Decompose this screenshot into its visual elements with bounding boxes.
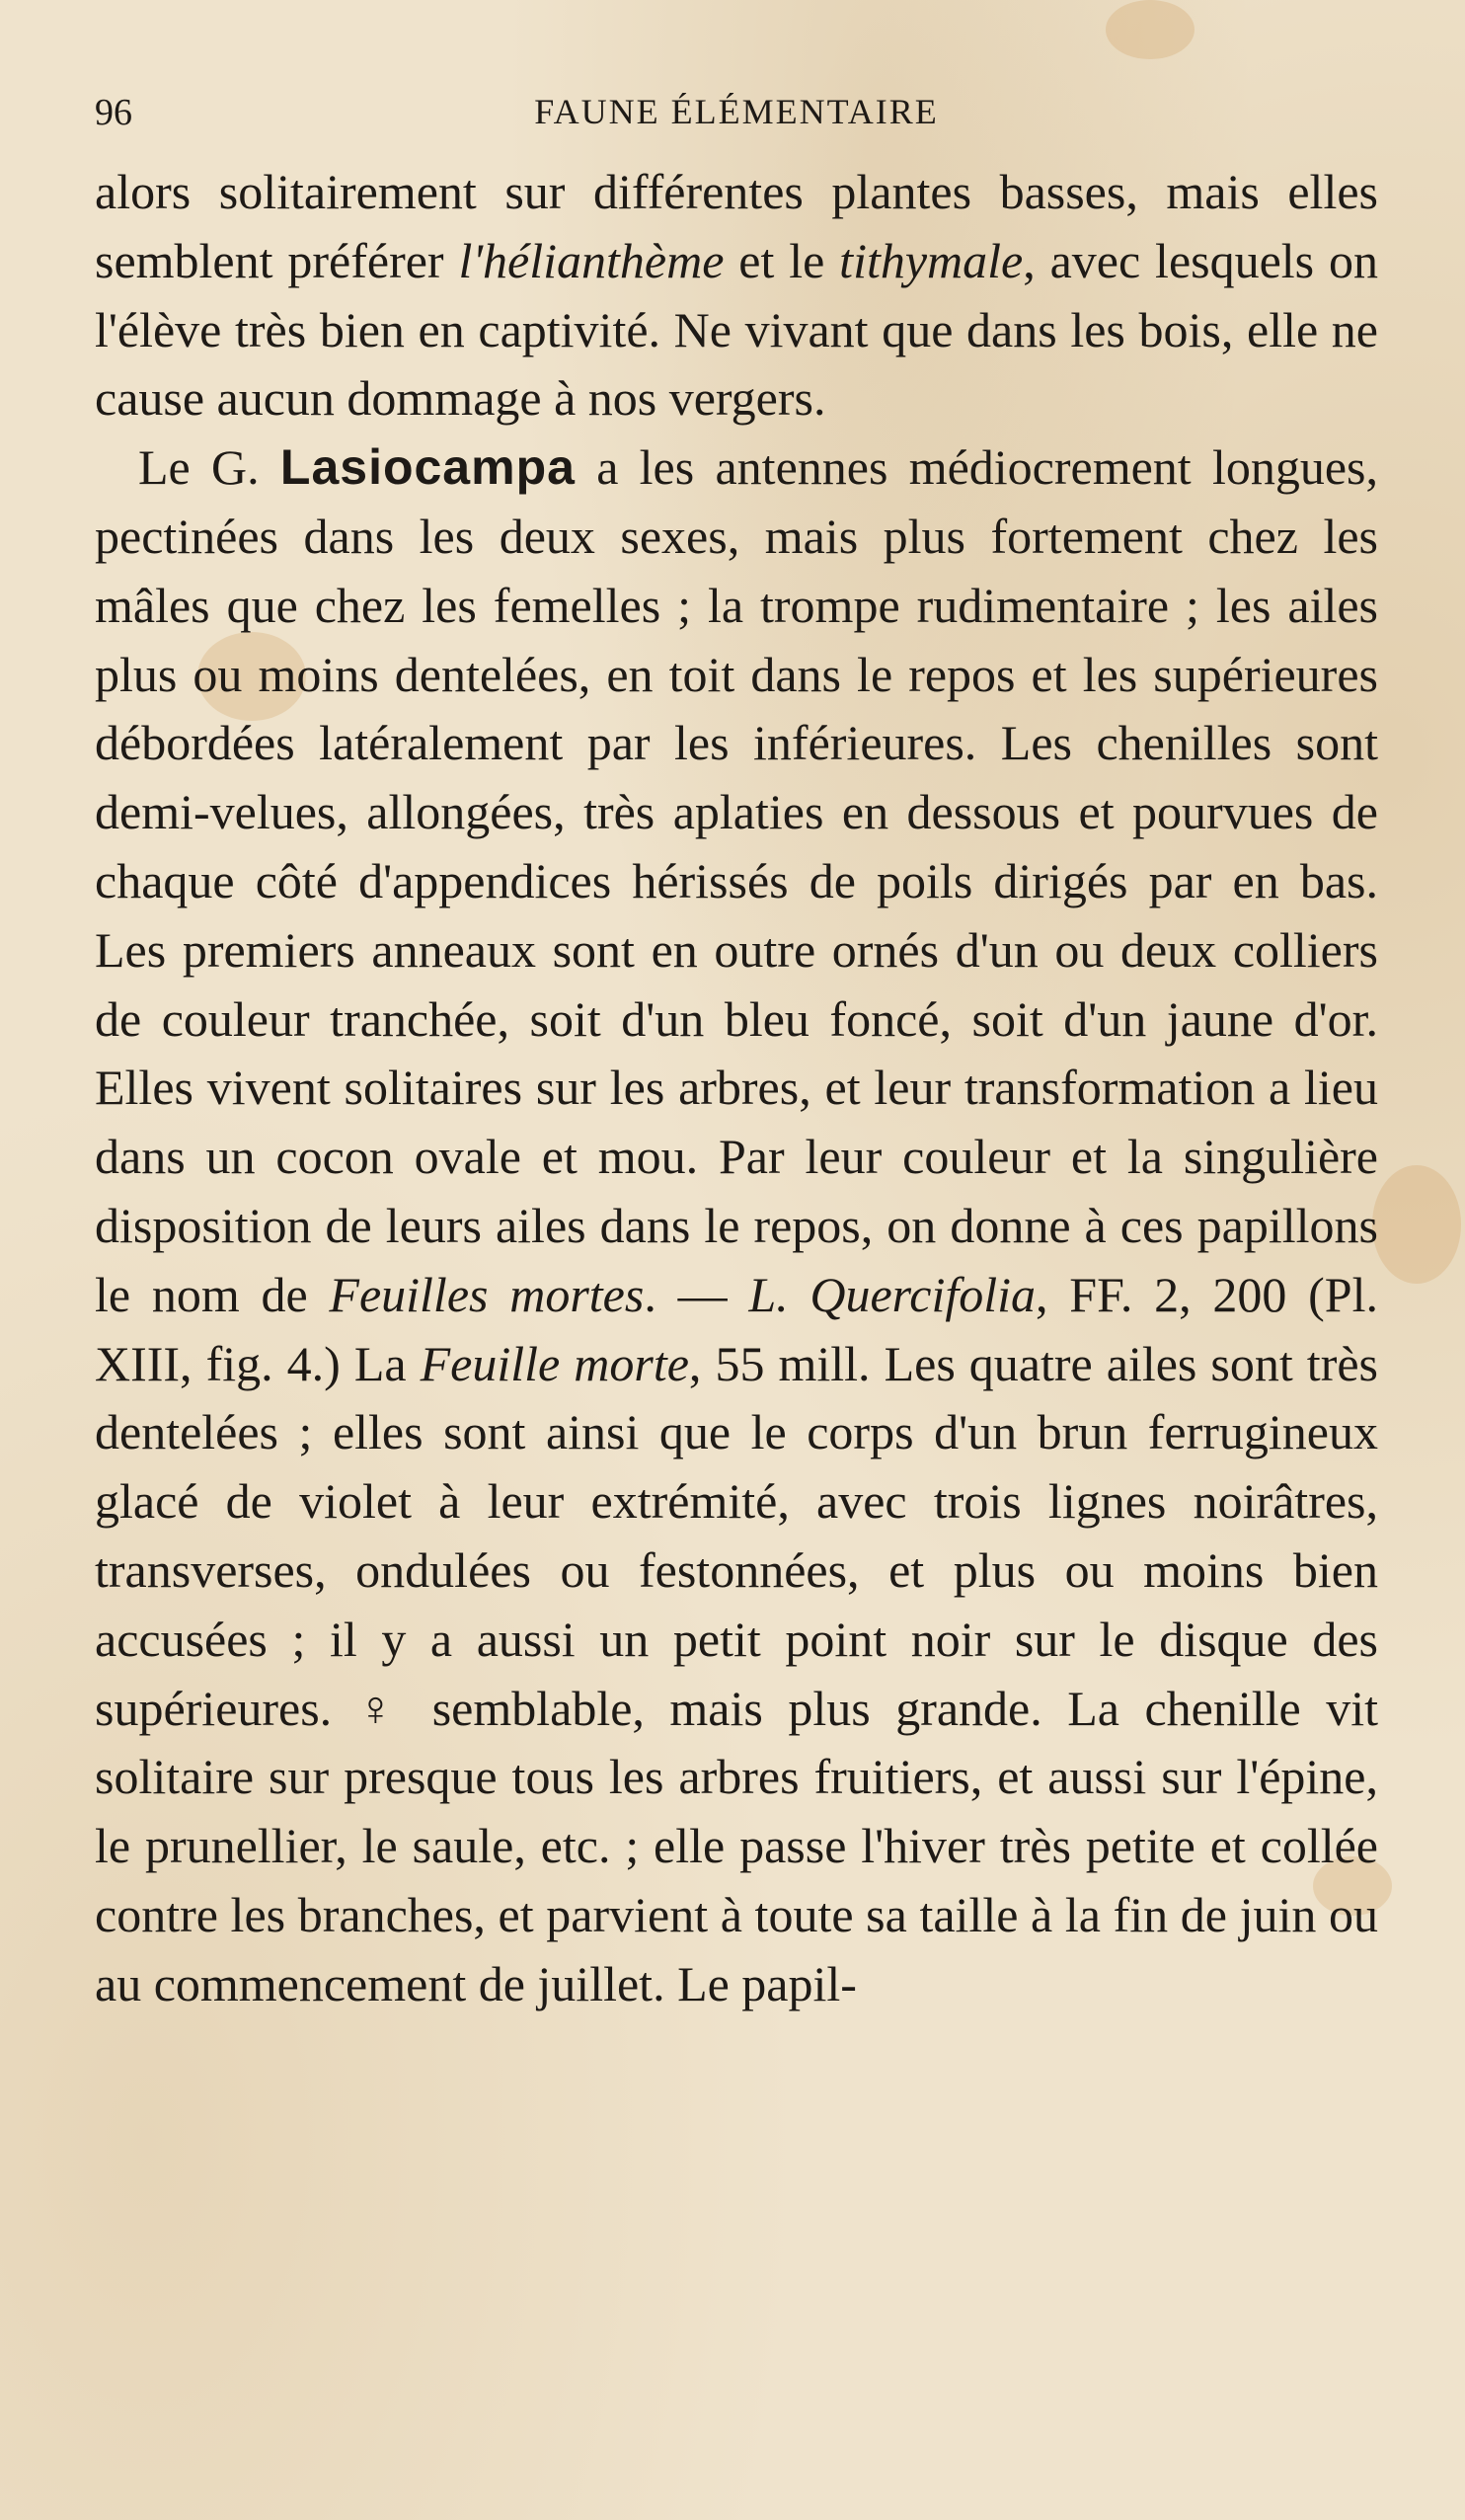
italic-term: l'hélianthème (458, 232, 725, 288)
genus-name: Lasiocampa (279, 439, 576, 496)
italic-term: tithymale (839, 232, 1024, 288)
page-header (95, 91, 1378, 140)
running-title: FAUNE ÉLÉMENTAIRE (534, 92, 939, 131)
paragraph-1 (95, 158, 1378, 433)
text-run: , 55 mill. Les quatre ailes sont très dentelées ; elles sont ainsi que le corps d'un brun ferrugineux glacé de violet à leur extrémité, avec trois lignes noirâtres, transverses, ondulées ou festonnées, et plus ou moins bien accusées ; il y a aussi un petit point noir sur le disque des supérieures. ♀ semblable, mais plus grande. La chenille vit solitaire sur presque tous les arbres fruitiers, et aussi sur l'épine, le prunellier, le saule, etc. ; elle passe l'hiver très petite et collée contre les branches, et parvient à toute sa taille à la fin de juin ou au commencement de juillet. Le papil- (95, 1335, 1378, 2011)
foxing-stain (1372, 1165, 1461, 1284)
text-run: a les antennes médiocrement longues, pectinées dans les deux sexes, mais plus fortement chez les mâles que chez les femelles ; la trompe rudimentaire ; les ailes plus ou moins dentelées, en toit dans le repos et les supérieures débordées latéralement par les inférieures. Les chenilles sont demi-velues, allongées, très aplaties en dessous et pourvues de chaque côté d'appendices hérissés de poils dirigés par en bas. Les premiers anneaux sont en outre ornés d'un ou deux colliers de couleur tranchée, soit d'un bleu foncé, soit d'un jaune d'or. Elles vivent solitaires sur les arbres, et leur transformation a lieu dans un cocon ovale et mou. Par leur couleur et la singulière disposition de leurs ailes dans le repos, on donne à ces papillons le nom de (95, 439, 1378, 1322)
italic-term: Feuille morte (420, 1335, 689, 1391)
text-run: alors solitairement sur différentes plantes basses, mais elles semblent préférer (95, 164, 1378, 288)
text-run: Le G. (138, 439, 280, 496)
text-run: et le (724, 232, 840, 288)
italic-term: Feuilles mortes (329, 1266, 645, 1322)
page-number: 96 (95, 92, 132, 133)
foxing-stain (1106, 0, 1195, 59)
text-run: , FF. 2, 200 (Pl. XIII, fig. 4.) La (95, 1266, 1378, 1391)
text-run: . — (644, 1266, 749, 1322)
text-run: , avec lesquels on l'élève très bien en captivité. Ne vivant que dans les bois, elle ne cause aucun dommage à nos vergers. (95, 232, 1378, 427)
species-name: L. Quercifolia (748, 1266, 1037, 1322)
paragraph-2 (95, 433, 1378, 2018)
body-text (95, 158, 1378, 2019)
